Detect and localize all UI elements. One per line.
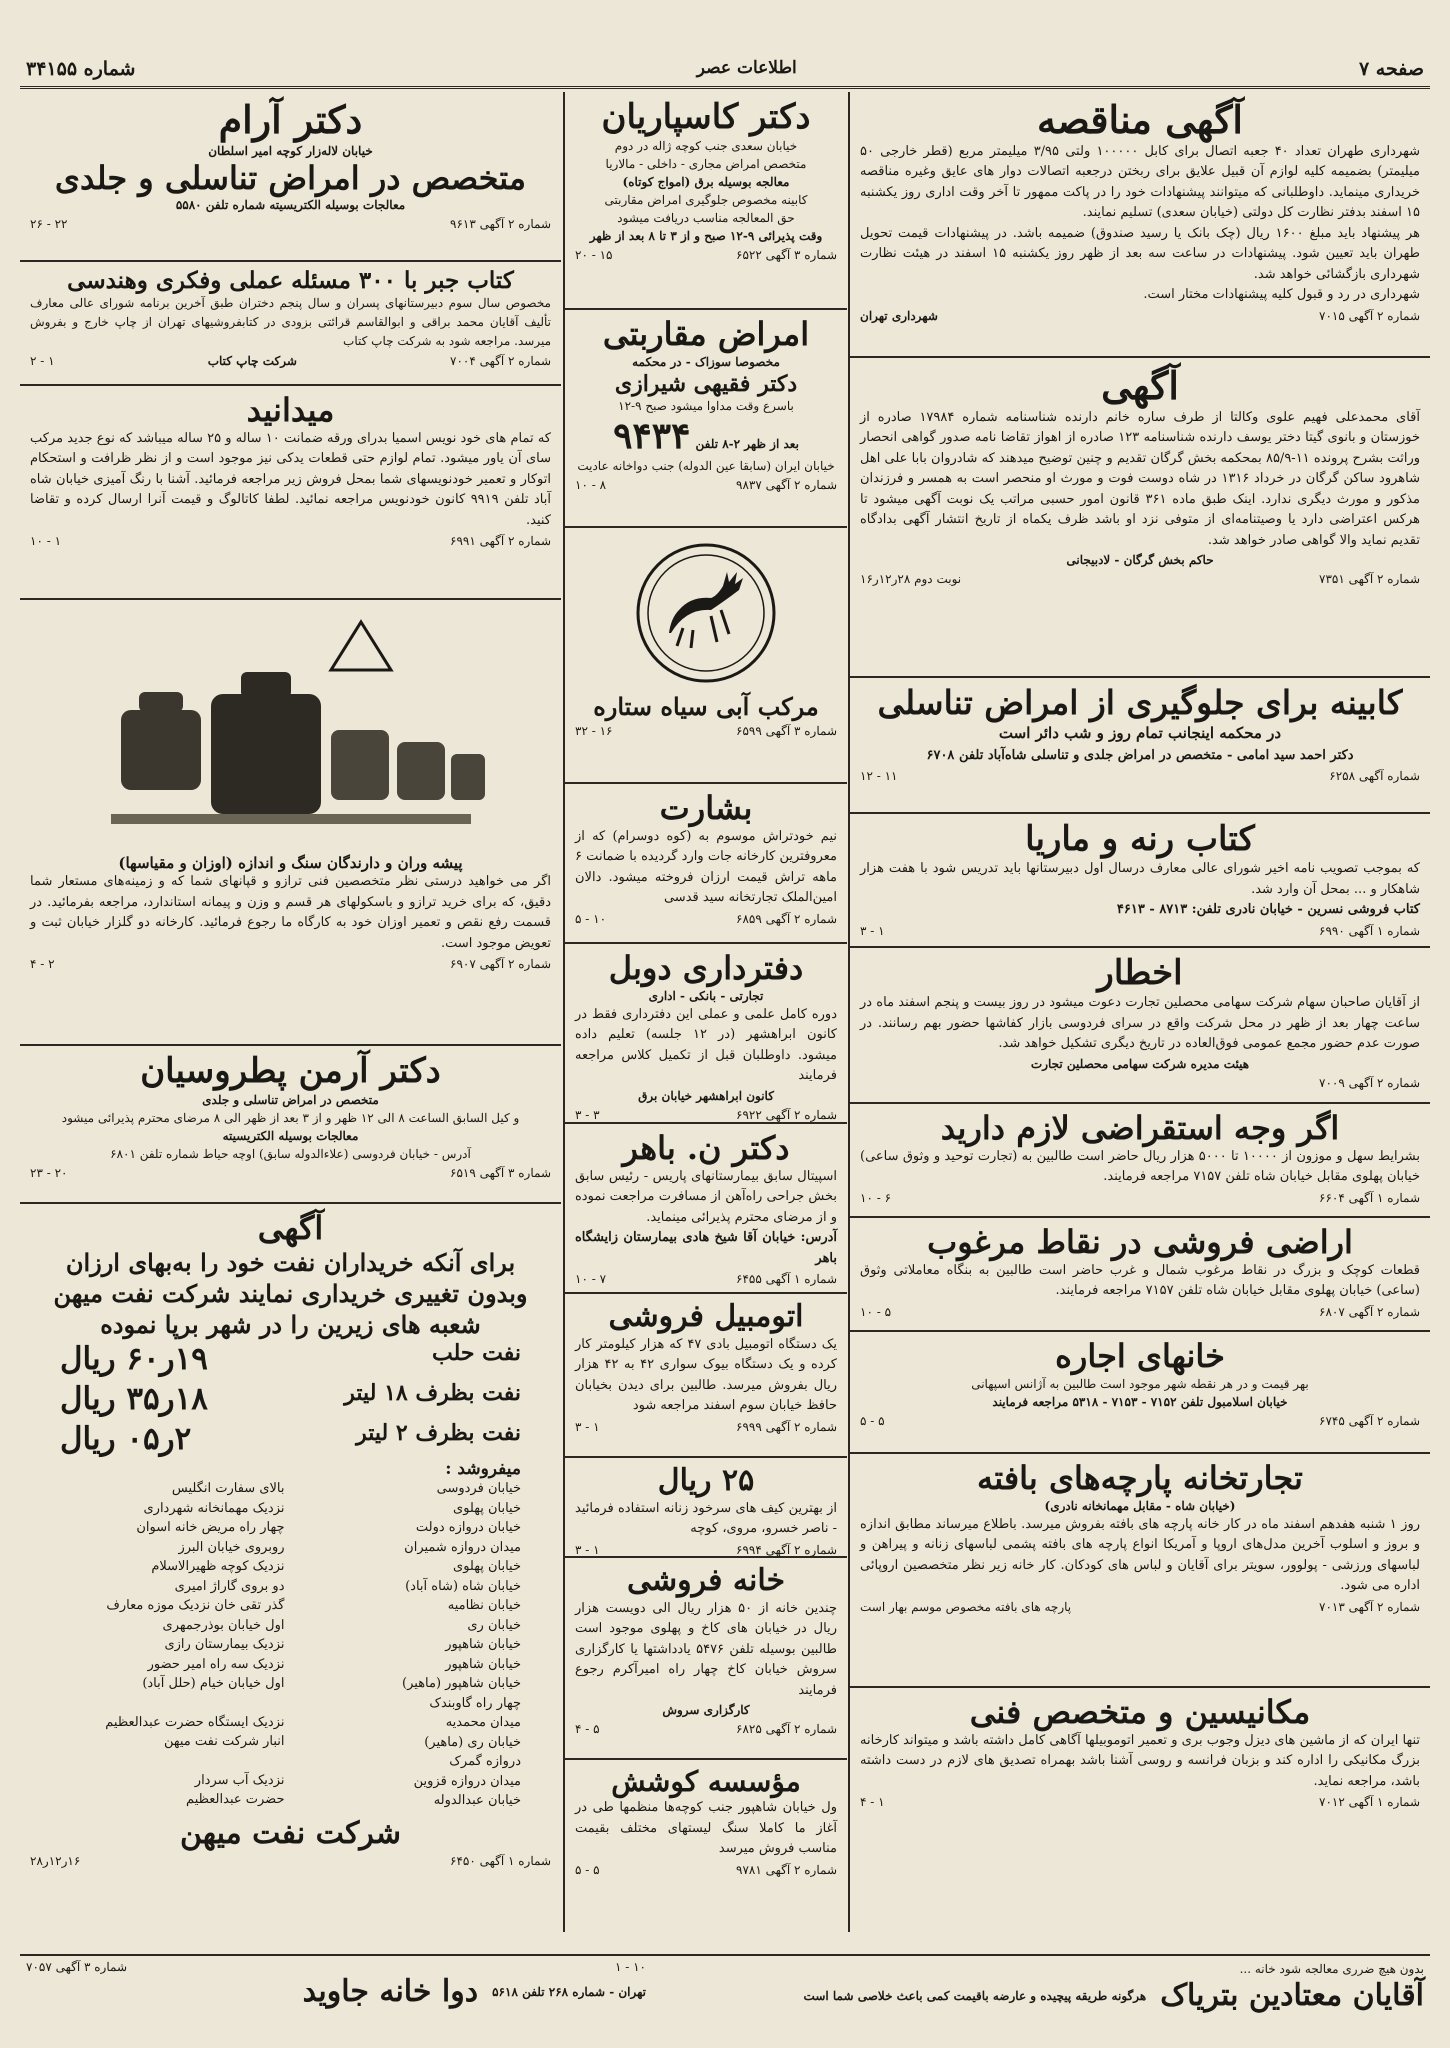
page-number: صفحه ۷ bbox=[1358, 58, 1424, 80]
rial-body: از بهترین کیف های سرخود زنانه استفاده فرمائید - ناصر خسرو، مروی، کوچه bbox=[575, 1500, 837, 1537]
std-dates: ۸ - ۱۰ bbox=[575, 477, 607, 492]
effort-dates: ۵ - ۵ bbox=[575, 1862, 600, 1877]
kasparian-line2: متخصص امراض مجاری - داخلی - مالاریا bbox=[605, 157, 807, 172]
book-body: که بموجب تصویب نامه اخیر شورای عالی معارف درسال اول دبیرستانها باید تدریس شود با هفت هزار شاهکار و ... بمحل آن وارد شد. bbox=[860, 861, 1420, 897]
effort-body: ول خیابان شاهپور جنب کوچه‌ها منظمها طی در آغاز ما کاملا سنگ لیستهای مختلف بقیمت مناسب فروش میرسد bbox=[575, 1800, 837, 1857]
cabinet-dates: ۱۱ - ۱۲ bbox=[860, 769, 898, 784]
rent-dates: ۵ - ۵ bbox=[860, 1413, 885, 1428]
loan-title: اگر وجه استقراضی لازم دارید bbox=[940, 1109, 1340, 1147]
oil-row1-price: ۱۹ر۶۰ ریال bbox=[60, 1341, 208, 1378]
std-doctor: دکتر فقیهی شیرازی bbox=[614, 370, 798, 397]
aram-title: دکتر آرام bbox=[218, 97, 363, 142]
bookkeeping-address: کانون ابراهشهر خیابان برق bbox=[638, 1088, 774, 1103]
petrosian-body: و کیل السابق الساعت ۸ الی ۱۲ ظهر و از ۳ بعد از ظهر الی ۸ مرضای محترم پذیرائی میشود bbox=[61, 1111, 520, 1126]
oil-row-2 bbox=[30, 1380, 551, 1420]
cabinet-doctor: دکتر احمد سید امامی - متخصص در امراض جلدی و تناسلی شاه‌آباد تلفن ۶۷۰۸ bbox=[926, 747, 1354, 763]
column-right bbox=[850, 92, 1430, 1810]
baher-dates: ۷ - ۱۰ bbox=[575, 1272, 607, 1287]
petrosian-dates: ۲۰ - ۲۳ bbox=[30, 1166, 68, 1181]
footer-pharmacy-sub: تهران - شماره ۲۶۸ تلفن ۵۶۱۸ bbox=[492, 1984, 646, 1999]
weights-serial: شماره ۲ آگهی ۶۹۰۷ bbox=[450, 957, 551, 972]
mechanic-body: تنها ایران که از ماشین های دیزل وجوب بری و تعمیر اتوموبیلها آگاهی کامل داشته باشد و میتواند کارخانه بزرگ مکانیکی را اداره کند و بزبان فرانسه و روسی آشنا باشد بهمراه تصدیق های لازم در دست داشته باشد، مراجعه نماید. bbox=[860, 1732, 1420, 1789]
warning-sign: هیئت مدیره شرکت سهامی محصلین تجارت bbox=[1030, 1056, 1250, 1071]
ad-bookkeeping bbox=[565, 944, 847, 1124]
oil-branch-item: خیابان پهلوی bbox=[453, 1500, 521, 1516]
ad-kasparian bbox=[565, 92, 847, 310]
ad-effort bbox=[565, 1760, 847, 1877]
algebra-dates: ۱ - ۲ bbox=[30, 354, 55, 369]
oil-branch-item: دو بروی گاراژ امیری bbox=[174, 1578, 285, 1594]
oil-branch-item: خیابان شاهپور (ماهیر) bbox=[402, 1676, 521, 1692]
ad-good-news bbox=[565, 784, 847, 944]
std-hours: باسرع وقت مداوا میشود صبح ۹-۱۲ bbox=[618, 398, 794, 413]
aram-treat: معالجات بوسیله الکتریسیته شماره تلفن ۵۵۸۰ bbox=[175, 198, 406, 213]
aram-serial: شماره ۲ آگهی ۹۶۱۳ bbox=[450, 217, 551, 232]
notice-serial: شماره ۲ آگهی ۷۳۵۱ bbox=[1319, 572, 1420, 587]
textile-notice: پارچه های بافته مخصوص موسم بهار است bbox=[860, 1599, 1072, 1614]
notice-body: آقای محمدعلی فهیم علوی وکالتا از طرف ساره خانم دارنده شناسنامه شماره ۱۷۹۸۴ صادره از خوزستان و بانوی گیتا دختر یوسف دارنده شناسنامه ۱۲۳ صادره از اهواز تقاضا نامه صدور گواهی انحصار وراثت بشرح پرونده ۱۱-۸۵/۹ بمحکمه بخش گرگان تقدیم و چنین توضیح میدهند که شادروان بابا علی اهل شاهرود ساکن گرگان در خرداد ۱۳۱۶ در شاه دوست فوت و مورث او منحصر است به همسر و فرزندان مذکور و مورث دیگری ندارد. اینک طبق ماده ۳۶۱ قانون امور حسبی مراتب یک نوبت آگهی میشود تا هرکس اعتراضی دارد یا وصیتنامه‌ای از متوفی نزد او باشد ظرف یکماه از تاریخ انتشار آگهی بدادگاه تقدیم نماید والا گواهی صادر خواهد شد. bbox=[860, 409, 1421, 548]
textile-serial: شماره ۲ آگهی ۷۰۱۳ bbox=[1319, 1599, 1420, 1614]
tender-signature: شهرداری تهران bbox=[860, 308, 938, 323]
ad-textile bbox=[850, 1454, 1430, 1688]
oil-branch-item bbox=[60, 1752, 285, 1771]
oil-branch-item: چهار راه مریض خانه اسوان bbox=[136, 1520, 285, 1536]
algebra-serial: شماره ۲ آگهی ۷۰۰۴ bbox=[450, 354, 551, 369]
loan-body: بشرایط سهل و موزون از ۱۰۰۰۰ تا ۵۰۰۰ هزار ریال حاضر است طالبین به (تجارت توحید و وثوق ساعی) خیابان پهلوی مقابل خیابان شاه تلفن ۷۱۵۷ مراجعه فرمایند. bbox=[860, 1148, 1420, 1185]
oil-row2-label: نفت بظرف ۱۸ لیتر bbox=[344, 1380, 521, 1407]
ad-loan bbox=[850, 1104, 1430, 1218]
oil-branch-item: نزدیک سه راه امیر حضور bbox=[147, 1656, 285, 1672]
oil-row3-label: نفت بظرف ۲ لیتر bbox=[356, 1419, 521, 1446]
footer-pharmacy-title: دوا خانه جاوید bbox=[302, 1974, 479, 2009]
oil-row3-price: ۲ر۰۵ ریال bbox=[60, 1420, 192, 1457]
oil-intro-1: برای آنکه خریداران نفت خود را به‌بهای ارزان bbox=[65, 1247, 516, 1277]
std-phone-row bbox=[575, 415, 837, 457]
oil-intro-3: شعبه های زیرین را در شهر برپا نموده bbox=[100, 1310, 481, 1340]
good-news-serial: شماره ۲ آگهی ۶۸۵۹ bbox=[736, 911, 837, 926]
oil-title: آگهی bbox=[257, 1209, 324, 1247]
deer-logo-icon bbox=[631, 538, 781, 688]
paper-name: اطلاعات عصر bbox=[696, 58, 797, 78]
weights-dates: ۲ - ۴ bbox=[30, 957, 55, 972]
ad-house bbox=[565, 1558, 847, 1760]
oil-branch-item: خیابان شاهپور bbox=[445, 1637, 521, 1653]
ad-ink bbox=[565, 528, 847, 784]
petrosian-spec: متخصص در امراض تناسلی و جلدی bbox=[202, 1093, 379, 1108]
footer-serial: شماره ۳ آگهی ۷۰۵۷ bbox=[26, 1960, 127, 1974]
tender-body-3: شهرداری در رد و قبول کلیه پیشنهادات مختار است. bbox=[1143, 287, 1420, 303]
baher-serial: شماره ۱ آگهی ۶۴۵۵ bbox=[736, 1272, 837, 1287]
bookkeeping-sub: تجارتی - بانکی - اداری bbox=[648, 988, 764, 1003]
book-serial: شماره ۱ آگهی ۶۹۹۰ bbox=[1319, 923, 1420, 938]
std-address: خیابان ایران (سابقا عین الدوله) جنب دواخانه عادیت bbox=[577, 458, 835, 473]
medanid-serial: شماره ۲ آگهی ۶۹۹۱ bbox=[450, 534, 551, 549]
oil-branch-item: نزدیک بیمارستان رازی bbox=[164, 1637, 285, 1653]
mechanic-serial: شماره ۱ آگهی ۷۰۱۲ bbox=[1319, 1795, 1420, 1810]
notice-title: آگهی bbox=[1101, 363, 1179, 408]
house-serial: شماره ۲ آگهی ۶۸۲۵ bbox=[736, 1722, 837, 1737]
rent-body: بهر قیمت و در هر نقطه شهر موجود است طالبین به آژانس اسپهانی bbox=[971, 1376, 1309, 1391]
medanid-title: میدانید bbox=[246, 391, 335, 429]
oil-branches-left bbox=[60, 1479, 285, 1811]
ad-mechanic bbox=[850, 1688, 1430, 1810]
oil-branch-item: نزدیک ایستگاه حضرت عبدالعظیم bbox=[105, 1714, 285, 1730]
oil-branch-item: روبروی خیابان البرز bbox=[178, 1539, 285, 1555]
ad-notice bbox=[850, 358, 1430, 678]
bookkeeping-serial: شماره ۲ آگهی ۶۹۲۲ bbox=[736, 1107, 837, 1122]
bookkeeping-body: دوره کامل علمی و عملی این دفترداری فقط در کانون ابراهشهر (در ۱۲ جلسه) تعلیم داده میشود. داوطلبان قبل از تکمیل کلاس مراجعه فرمایند bbox=[575, 1006, 837, 1084]
algebra-title: کتاب جبر با ۳۰۰ مسئله عملی وفکری وهندسی bbox=[67, 267, 514, 294]
oil-row-3 bbox=[30, 1420, 551, 1460]
oil-branch-item: چهار راه گاوبندک bbox=[429, 1695, 521, 1711]
oil-branch-item: خیابان شاهپور bbox=[445, 1656, 521, 1672]
tender-body-2: هر پیشنهاد باید مبلغ ۱۶۰۰ ریال (چک بانک یا رسید صندوق) ضمیمه باشد. در پیشنهادات قیمت تحویل طهران باید تعیین شود. پیشنهادات در ساعت سه بعد از ظهر روز یکشنبه ۱۵ اسفند در هیئت نظارت شهرداری بازگشائی خواهد شد. bbox=[860, 225, 1420, 282]
mechanic-title: مکانیسین و متخصص فنی bbox=[969, 1693, 1311, 1731]
cabinet-serial: شماره آگهی ۶۲۵۸ bbox=[1329, 769, 1420, 784]
kasparian-line3: معالجه بوسیله برق (امواج کوتاه) bbox=[622, 175, 790, 190]
bookkeeping-title: دفترداری دوبل bbox=[608, 949, 804, 987]
car-dates: ۱ - ۳ bbox=[575, 1419, 600, 1434]
effort-serial: شماره ۲ آگهی ۹۷۸۱ bbox=[736, 1862, 837, 1877]
cabinet-body: در محکمه اینجانب تمام روز و شب دائر است bbox=[998, 723, 1282, 742]
footer-dates: ۱۰ - ۱ bbox=[614, 1960, 646, 1974]
std-title: امراض مقاربتی bbox=[602, 315, 810, 353]
ad-car bbox=[565, 1294, 847, 1458]
ad-book bbox=[850, 814, 1430, 948]
oil-dates: ۱۶ر۱۲ر۲۸ bbox=[30, 1854, 81, 1869]
car-title: اتومبیل فروشی bbox=[608, 1299, 804, 1334]
baher-address: آدرس: خیابان آقا شیخ هادی بیمارستان زایشگاه باهر bbox=[575, 1230, 837, 1266]
oil-branches-title: میفروشد : bbox=[445, 1459, 521, 1480]
loan-serial: شماره ۱ آگهی ۶۶۰۴ bbox=[1319, 1190, 1420, 1205]
rent-address: خیابان اسلامبول تلفن ۷۱۵۲ - ۷۱۵۳ - ۵۳۱۸ مراجعه فرمایند bbox=[992, 1394, 1288, 1409]
car-serial: شماره ۲ آگهی ۶۹۹۹ bbox=[736, 1419, 837, 1434]
page-header bbox=[20, 52, 1430, 89]
ad-oil bbox=[20, 1204, 561, 1930]
oil-branch-item: خیابان ری (ماهیر) bbox=[424, 1734, 521, 1750]
oil-branch-item: میدان محمدیه bbox=[445, 1715, 521, 1731]
warning-title: اخطار bbox=[1097, 953, 1183, 993]
issue-number: شماره ۳۴۱۵۵ bbox=[26, 58, 136, 80]
kasparian-line5: حق المعالجه مناسب دریافت میشود bbox=[617, 211, 795, 226]
oil-branch-item: گذر تقی خان نزدیک موزه معارف bbox=[106, 1598, 285, 1614]
medanid-body: که تمام های خود نویس اسمیا بدرای ورقه ضمانت ۱۰ ساله و ۲۵ ساله میباشد که نوع جدید مرکب سای آن یاور میشود. تمام لوازم حتی قطعات یدکی نیز موجود است و از نظر ظرافت و استحکام اتوکار و تعمیر خودنویسهای شما بمحل فروش زیر مراجعه فرمائید. آشنا با رنگ آمیزی خیابان شاه آباد تلفن ۹۹۱۹ کانون خودنویس مراجعه نمائید. لطفا کاتالوگ و قیمت آنرا ارسال کرده و تقاضا کنید. bbox=[30, 430, 551, 528]
oil-branch-item: خیابان فردوسی bbox=[436, 1481, 521, 1497]
textile-body: روز ۱ شنبه هفدهم اسفند ماه در کار خانه پارچه های بافته بفروش میرسد. باطلاع میرساند مطابق اندازه و بروز و اسلوب آخرین مدل‌های اروپا و آمریکا انواع پارچه های بافته پشمی لباسهای زنانه و پیراهن و لباسهای ورزشی - پولوور، سویتر برای آقایان و لباس های کودکان. کار خانه زیر نظر متخصصین اروپائی اداره می شود. bbox=[860, 1516, 1420, 1594]
land-dates: ۵ - ۱۰ bbox=[860, 1304, 892, 1319]
oil-branch-item: خیابان دروازه دولت bbox=[415, 1520, 521, 1536]
scales-weights-icon bbox=[91, 610, 491, 850]
house-body: چندین خانه از ۵۰ هزار ریال الی دویست هزار ریال در خیابان های کاخ و پهلوی موجود است طالبین بوسیله تلفن ۵۴۷۶ یادداشتها یا کارگزاری سروش خیابان کاخ چهار راه امیرآکرم رجوع فرمایند bbox=[575, 1600, 838, 1698]
oil-branch-item: خیابان عبدالدوله bbox=[433, 1793, 521, 1809]
textile-sub: (خیابان شاه - مقابل مهمانخانه نادری) bbox=[1044, 1498, 1236, 1513]
column-middle bbox=[565, 92, 847, 1877]
oil-row1-label: نفت حلب bbox=[432, 1340, 521, 1367]
footer-opium-body: هرگونه طریقه پیچیده و عارضه باقیمت کمی باعث خلاصی شما است bbox=[803, 1988, 1147, 2003]
footer-pharmacy-ad bbox=[26, 1960, 646, 2009]
oil-company: شرکت نفت میهن bbox=[179, 1815, 402, 1851]
aram-dates: ۲۲ - ۲۶ bbox=[30, 217, 68, 232]
rent-title: خانهای اجاره bbox=[1055, 1337, 1225, 1375]
petrosian-title: دکتر آرمن پطروسیان bbox=[140, 1051, 441, 1091]
kasparian-line1: خیابان سعدی جنب کوچه ژاله در دوم bbox=[614, 139, 798, 154]
weights-title: پیشه وران و دارندگان سنگ و اندازه (اوزان و مقیاسها) bbox=[118, 854, 463, 872]
tender-title: آگهی مناقصه bbox=[1037, 97, 1243, 142]
ad-weights bbox=[20, 600, 561, 1046]
cabinet-title: کابینه برای جلوگیری از امراض تناسلی bbox=[877, 683, 1403, 722]
aram-spec: متخصص در امراض تناسلی و جلدی bbox=[54, 158, 527, 197]
rial-serial: شماره ۲ آگهی ۶۹۹۴ bbox=[736, 1542, 837, 1557]
ad-warning bbox=[850, 948, 1430, 1104]
oil-branch-item bbox=[60, 1694, 285, 1713]
oil-row-1 bbox=[30, 1340, 551, 1380]
ad-cabinet bbox=[850, 678, 1430, 814]
footer-strip bbox=[20, 1954, 1430, 2030]
footer-opium-ad bbox=[664, 1960, 1424, 2013]
oil-branch-item: دروازه گمرک bbox=[449, 1754, 521, 1770]
warning-serial: شماره ۲ آگهی ۷۰۰۹ bbox=[1319, 1075, 1420, 1090]
kasparian-dates: ۱۵ - ۲۰ bbox=[575, 248, 613, 263]
good-news-body: نیم خودتراش موسوم به (کوه دوسرام) که از معروفترین کارخانه جات وارد گردیده با ضمانت ۶ ماهه تراش قیمت ارزان فروخته میشود. دالان امین‌الملک تجارتخانه سید قدسی bbox=[575, 828, 837, 906]
ad-land bbox=[850, 1218, 1430, 1332]
ad-rial bbox=[565, 1458, 847, 1558]
petrosian-treat: معالجات بوسیله الکتریسیته bbox=[222, 1129, 359, 1144]
oil-branch-item: اول خیابان بوذرجمهری bbox=[162, 1617, 285, 1633]
good-news-title: بشارت bbox=[659, 789, 753, 827]
land-serial: شماره ۲ آگهی ۶۸۰۷ bbox=[1319, 1304, 1420, 1319]
warning-body: از آقایان صاحبان سهام شرکت سهامی محصلین تجارت دعوت میشود در روز بیست و پنجم اسفند ماه در ساعت چهار بعد از ظهر در محل شرکت واقع در سرای فردوسی بازار کفاشها حضور بهم رسانند. در صورت عدم حضور مجمع عمومی فوق‌العاده در تاریخ دیگری تشکیل خواهد شد. bbox=[860, 995, 1420, 1052]
oil-branch-item: خیابان پهلوی bbox=[453, 1559, 521, 1575]
house-title: خانه فروشی bbox=[626, 1563, 786, 1598]
ad-tender bbox=[850, 92, 1430, 358]
rial-title: ۲۵ ریال bbox=[657, 1463, 755, 1498]
house-agency: کارگزاری سروش bbox=[662, 1703, 750, 1718]
tender-body: شهرداری طهران تعداد ۴۰ جعبه اتصال برای کابل ۱۰۰۰۰۰ ولتی ۳/۹۵ میلیمتر مربع (قطر خارجی ۵۰ میلیمتر) بضمیمه کلیه لوازم آن قبیل علایق برای ربختن درجعبه اتصالات دوار های عایق وغیره مناقصه خریداری مینماید. داوطلبانی که میتوانند پیشنهادات خود را در پاکت ممهور تا آخر وقت اداری روز یکشنبه ۱۵ اسفند بدفتر نظارت کل دولتی (خیابان سعدی) تسلیم نمایند. bbox=[860, 143, 1420, 221]
oil-branch-item: اول خیابان خیام (حلل آباد) bbox=[142, 1676, 285, 1692]
rial-dates: ۱ - ۳ bbox=[575, 1542, 600, 1557]
oil-branch-item: نزدیک آب سردار bbox=[194, 1772, 285, 1788]
baher-body: اسپیتال سابق بیمارستانهای پاریس - رئیس سابق بخش جراحی راه‌آهن از مسافرت مراجعت نموده و از مرضای محترم پذیرائی مینماید. bbox=[575, 1168, 837, 1225]
ad-petrosian bbox=[20, 1046, 561, 1204]
footer-opium-title: آقایان معتادین بتریاک bbox=[1160, 1978, 1424, 2013]
ad-medanid bbox=[20, 386, 561, 600]
oil-branch-item: میدان دروازه شمیران bbox=[404, 1539, 521, 1555]
column-left bbox=[20, 92, 561, 1930]
petrosian-serial: شماره ۳ آگهی ۶۵۱۹ bbox=[450, 1166, 551, 1181]
oil-branches-right bbox=[297, 1479, 522, 1811]
land-body: قطعات کوچک و بزرگ در نقاط مرغوب شمال و غرب حاضر است طالبین به بنگاه معاملاتی وثوق (ساعی) خیابان پهلوی مقابل خیابان شاه تلفن ۷۱۵۷ مراجعه فرمایند. bbox=[860, 1262, 1420, 1299]
book-dates: ۱ - ۳ bbox=[860, 923, 885, 938]
ad-aram bbox=[20, 92, 561, 262]
kasparian-line4: کابینه مخصوص جلوگیری امراض مقاربتی bbox=[604, 193, 808, 208]
car-body: یک دستگاه اتومبیل بادی ۴۷ که هزار کیلومتر کار کرده و یک دستگاه بیوک سواری ۴۲ به ۴۲ هزار ریال بفروش میرسد. طالبین برای دیدن بخیابان حافظ خیابان سوم اسفند مراجعه شود bbox=[575, 1336, 837, 1414]
good-news-dates: ۱۰ - ۵ bbox=[575, 911, 607, 926]
oil-branch-item: میدان دروازه قزوین bbox=[413, 1773, 521, 1789]
std-phone: ۹۴۳۴ bbox=[613, 414, 691, 457]
aram-address: خیابان لاله‌زار کوچه امیر اسلطان bbox=[208, 143, 373, 158]
oil-row2-price: ۱۸ر۳۵ ریال bbox=[60, 1381, 208, 1418]
oil-branch-item: انبار شرکت نفت میهن bbox=[163, 1734, 285, 1750]
book-shop: کتاب فروشی نسرین - خیابان نادری تلفن: ۸۷۱۳ - ۴۶۱۳ bbox=[1116, 902, 1420, 918]
ad-rent bbox=[850, 1332, 1430, 1454]
oil-branch-item: خیابان ری bbox=[467, 1617, 521, 1633]
mechanic-dates: ۱ - ۴ bbox=[860, 1795, 885, 1810]
oil-branch-item: خیابان نظامیه bbox=[447, 1598, 521, 1614]
rent-serial: شماره ۲ آگهی ۶۷۴۵ bbox=[1319, 1413, 1420, 1428]
ink-serial: شماره ۳ آگهی ۶۵۹۹ bbox=[736, 724, 837, 738]
footer-opium-top: بدون هیچ ضرری معالجه شود خانه ... bbox=[1239, 1962, 1424, 1976]
ad-baher bbox=[565, 1124, 847, 1294]
kasparian-serial: شماره ۳ آگهی ۶۵۲۲ bbox=[736, 248, 837, 263]
petrosian-address: آدرس - خیابان فردوسی (علاءالدوله سابق) اوچه حیاط شماره تلفن ۶۸۰۱ bbox=[110, 1147, 471, 1162]
ink-brand: مرکب آبی سیاه ستاره bbox=[593, 692, 819, 721]
tender-serial: شماره ۲ آگهی ۷۰۱۵ bbox=[1319, 308, 1420, 323]
kasparian-title: دکتر کاسپاریان bbox=[601, 97, 811, 137]
algebra-body: مخصوص سال سوم دبیرستانهای پسران و سال پنجم دختران طبق آخرین برنامه شورای عالی معارف تألیف آقایان محمد براقی و ابوالقاسم قرائتی بزودی در کتابفروشیهای تهران از چاپ خارج و بفروش میرسد. مراجعه شود به شرکت چاپ کتاب bbox=[30, 296, 551, 349]
medanid-dates: ۱ - ۱۰ bbox=[30, 534, 62, 549]
oil-branch-item: بالای سفارت انگلیس bbox=[171, 1481, 285, 1497]
oil-branches bbox=[30, 1479, 551, 1811]
book-title: کتاب رنه و ماریا bbox=[1025, 819, 1255, 859]
std-phone-label: بعد از ظهر ۲-۸ تلفن bbox=[695, 436, 799, 451]
baher-title: دکتر ن. باهر bbox=[622, 1129, 790, 1167]
std-sub: مخصوصا سوزاک - در محکمه bbox=[632, 354, 780, 369]
ad-algebra bbox=[20, 262, 561, 386]
oil-branch-item: نزدیک مهمانخانه شهرداری bbox=[143, 1500, 285, 1516]
weights-body: اگر می خواهید درستی نظر متخصصین فنی ترازو و قپانهای شما که و زمینه‌های مستعار شما دقیق، که برای خرید ترازو و باسکولهای هر قسم و وزن و پیمانه استاندارد، مراجعه بفرمائید. در قسمت رفع نقص و تعمیر اوزان خود به کارگاه ما رجوع فرمائید. کارخانه دو گلزار خیابان ثبت و تعویض موجود است. bbox=[30, 874, 551, 951]
std-serial: شماره ۲ آگهی ۹۸۳۷ bbox=[736, 477, 837, 492]
bookkeeping-dates: ۳ - ۳ bbox=[575, 1107, 600, 1122]
ink-dates: ۱۶ - ۳۲ bbox=[575, 724, 613, 738]
oil-branch-item: خیابان شاه (شاه آباد) bbox=[405, 1578, 521, 1594]
loan-dates: ۶ - ۱۰ bbox=[860, 1190, 892, 1205]
oil-intro-2: وبدون تغییری خریداری نمایند شرکت نفت میهن bbox=[53, 1278, 528, 1308]
oil-branch-item: حضرت عبدالعظیم bbox=[186, 1792, 285, 1808]
notice-judge: حاکم بخش گرگان - لادبیجانی bbox=[1066, 553, 1214, 568]
oil-branch-item: نزدیک کوچه ظهیرالاسلام bbox=[151, 1559, 285, 1575]
effort-title: مؤسسه کوشش bbox=[611, 1765, 801, 1798]
textile-title: تجارتخانه پارچه‌های بافته bbox=[977, 1459, 1303, 1497]
kasparian-hours: وقت پذیرائی ۹-۱۲ صبح و از ۳ تا ۸ بعد از ظهر bbox=[589, 229, 823, 244]
notice-turn: نوبت دوم ۲۸ر۱۲ر۱۶ bbox=[860, 572, 962, 587]
algebra-publisher: شرکت چاپ کتاب bbox=[207, 354, 297, 369]
weights-illustration bbox=[30, 610, 551, 850]
oil-serial: شماره ۱ آگهی ۶۴۵۰ bbox=[450, 1854, 551, 1869]
land-title: اراضی فروشی در نقاط مرغوب bbox=[927, 1223, 1353, 1261]
house-dates: ۵ - ۴ bbox=[575, 1722, 600, 1737]
ad-std bbox=[565, 310, 847, 528]
